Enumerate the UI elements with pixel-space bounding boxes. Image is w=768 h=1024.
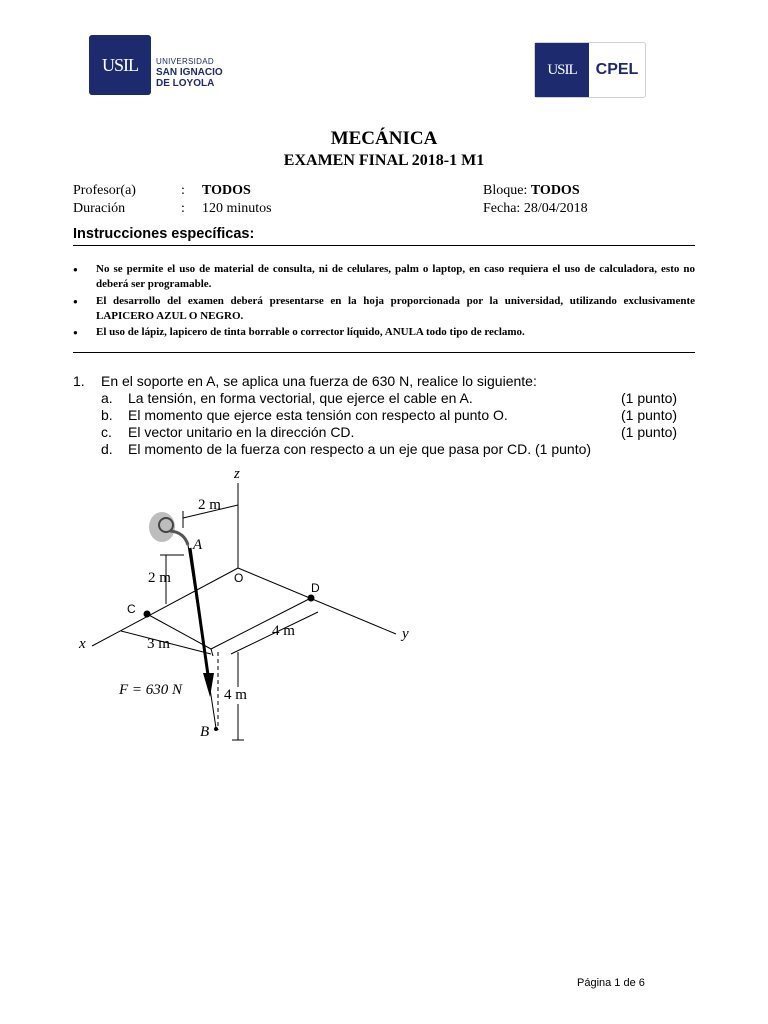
force-label: F = 630 N — [119, 682, 183, 698]
part-b-points: (1 punto) — [621, 407, 678, 423]
cpel-logo-usil: USIL — [547, 61, 577, 78]
part-a-letter: a. — [101, 390, 113, 406]
profesor-colon: : — [181, 183, 185, 198]
dim-2m-top-label: 2 m — [198, 497, 221, 513]
exam-subtitle: EXAMEN FINAL 2018-1 M1 — [283, 152, 485, 169]
point-o-label: O — [234, 571, 244, 585]
part-b-text: El momento que ejerce esta tensión con respecto al punto O. — [128, 407, 508, 423]
instruction-item: ● El uso de lápiz, lapicero de tinta borrable o corrector líquido, ANULA todo tipo de reclamo. — [73, 325, 695, 340]
instruction-item: ● No se permite el uso de material de consulta, ni de celulares, palm o laptop, en caso requiera el uso de calculadora, esto no deberá ser programable. — [73, 262, 695, 293]
plate-edge-right — [211, 598, 311, 649]
point-a-label: A — [193, 537, 203, 553]
part-a-points: (1 punto) — [621, 390, 678, 406]
part-b-letter: b. — [101, 407, 113, 423]
point-b-label: B — [200, 724, 210, 740]
profesor-value: TODOS — [202, 183, 251, 198]
instructions-heading: Instrucciones específicas: — [73, 226, 255, 242]
duracion-value: 120 minutos — [202, 201, 272, 216]
dim-2m-side-label: 2 m — [148, 570, 171, 586]
bloque-label: Bloque: — [483, 183, 528, 198]
part-d-letter: d. — [101, 441, 113, 457]
usil-logo-mark: USIL — [102, 54, 138, 75]
dim-4m-vertical-label: 4 m — [224, 687, 247, 703]
usil-logo-line1: UNIVERSIDAD — [156, 57, 214, 66]
force-arrow-shaft — [190, 548, 208, 675]
part-c-text: El vector unitario en la dirección CD. — [128, 424, 355, 440]
page-number: Página 1 de 6 — [577, 977, 645, 989]
force-arrow-head — [203, 673, 214, 697]
x-axis-label: x — [79, 636, 86, 652]
cpel-logo-text: CPEL — [595, 61, 639, 78]
point-d-dot — [308, 595, 315, 602]
point-b-dot — [214, 727, 218, 731]
y-axis-label: y — [402, 626, 409, 642]
support-bracket — [149, 512, 175, 542]
duracion-label: Duración — [73, 201, 126, 216]
exam-title: MECÁNICA — [330, 128, 438, 149]
question-text: En el soporte en A, se aplica una fuerza de 630 N, realice lo siguiente: — [101, 373, 537, 389]
plate-edge-short — [211, 649, 213, 656]
fecha-value: 28/04/2018 — [523, 201, 588, 216]
part-c-letter: c. — [101, 424, 112, 440]
z-axis-label: z — [234, 466, 240, 482]
point-c-dot — [144, 611, 151, 618]
point-c-label: C — [127, 602, 136, 616]
dim-3m-label: 3 m — [147, 636, 170, 652]
part-d-text: El momento de la fuerza con respecto a un eje que pasa por CD. (1 punto) — [128, 441, 592, 457]
dim-4m-horizontal-label: 4 m — [272, 623, 295, 639]
profesor-label: Profesor(a) — [73, 183, 136, 198]
duracion-colon: : — [181, 201, 185, 216]
usil-logo-line3: DE LOYOLA — [156, 78, 215, 89]
question-number: 1. — [73, 373, 85, 389]
fecha-label: Fecha: — [483, 201, 521, 216]
instruction-item: ● El desarrollo del examen deberá presentarse en la hoja proporcionada por la universidad, utilizando exclusivamente LAPICERO AZUL O NEGRO. — [73, 294, 695, 325]
y-axis-line — [238, 568, 396, 634]
part-c-points: (1 punto) — [621, 424, 678, 440]
part-a-text: La tensión, en forma vectorial, que ejerce el cable en A. — [128, 390, 473, 406]
bloque-value: TODOS — [530, 183, 580, 198]
usil-logo-line2: SAN IGNACIO — [156, 67, 223, 78]
point-d-label: D — [311, 581, 320, 595]
